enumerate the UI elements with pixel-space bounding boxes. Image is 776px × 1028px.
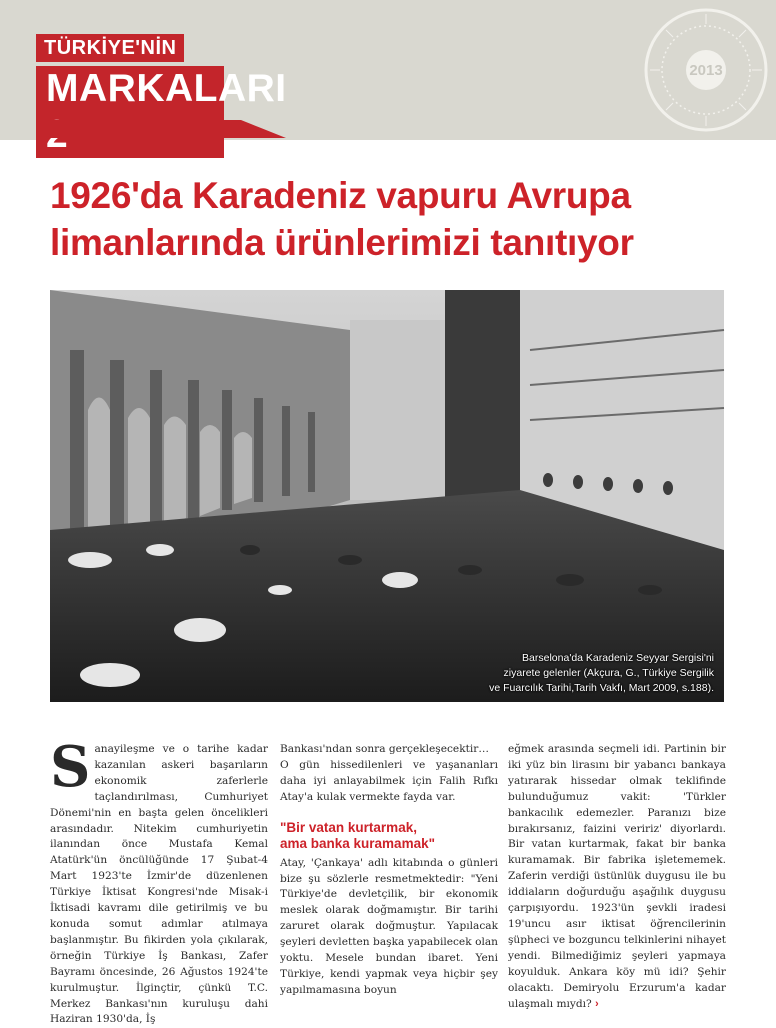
series-title-line1: TÜRKİYE'NİN: [36, 34, 184, 62]
body-column-1: [50, 734, 268, 1028]
headline-line-1: 1926'da Karadeniz vapuru Avrupa: [50, 175, 631, 216]
subheading: [280, 820, 498, 852]
historic-photo: [50, 290, 724, 702]
body-column-2: [280, 742, 498, 999]
column-2-paragraph-1: Bankası'ndan sonra gerçekleşecektir…: [280, 743, 489, 755]
series-badge: [36, 34, 287, 158]
column-2-paragraph-3: Atay, 'Çankaya' adlı kitabında o günleri bize şu sözlerle resmetmektedir: "Yeni Türkiye'de devletçilik, bir ekonomik meslek olarak doğmamıştır. Bir tarihi zaruret olarak doğmuştur. Yapılacak şeyleri devletten başka yapabilecek olan yoktu. Mesele bundan ibaret. Yeni Türkiye, kendi yapmak veya hiçbir şey yapılmamasına boyun: [280, 856, 498, 996]
column-1-text: anayileşme ve o tarihe kadar kazanılan askeri başarıların ekonomik zaferlerle taçlandırılması, Cumhuriyet Dönemi'nin en başta gelen öncelikleri arasındadır. Nitekim cumhuriyetin ilanından önce Mustafa Kemal Atatürk'ün öncülüğünde 17 Şubat-4 Mart 1923'te İzmir'de düzenlenen Türkiye İktisat Kongresi'nde Misak-i İktisadi kavramı dile getirilmiş ve bu konuda somut adımlar atılmaya başlanmıştır. Bu fikirden yola çıkılarak, örneğin Türkiye İş Bankası, Zafer Bayramı öncesinde, 26 Ağustos 1924'te kurulmuştur. İlginçtir, çünkü T.C. Merkez Bankası'nın kuruluşu dahi Haziran 1930'da, İş: [50, 743, 268, 1026]
caption-line-3: ve Fuarcılık Tarihi,Tarih Vakfı, Mart 2009, s.188).: [489, 682, 714, 694]
caption-line-1: Barselona'da Karadeniz Seyyar Sergisi'ni: [522, 652, 714, 664]
end-mark-icon: ›: [595, 997, 599, 1010]
column-2-paragraph-2: O gün hissedilenleri ve yaşananları daha iyi anlayabilmek için Falih Rıfkı Atay'a kulak vermekte fayda var.: [280, 758, 498, 803]
subheading-line-2: ama banka kuramamak": [280, 835, 435, 851]
drop-cap: S: [50, 734, 91, 800]
headline-line-2: limanlarında ürünlerimizi tanıtıyor: [50, 222, 634, 263]
anniversary-seal: [642, 6, 770, 134]
seal-year: 2013: [689, 61, 723, 79]
caption-line-2: ziyarete gelenler (Akçura, G., Türkiye Sergilik: [503, 667, 714, 679]
article-headline: [50, 172, 750, 266]
badge-tail-shape: [36, 120, 286, 138]
series-title-line2: MARKALARI: [36, 66, 224, 158]
body-column-3: [508, 742, 726, 1012]
photo-caption: [414, 651, 714, 696]
subheading-line-1: "Bir vatan kurtarmak,: [280, 819, 417, 835]
ship-harbor-photo: [50, 290, 724, 702]
column-3-text: eğmek arasında seçmeli idi. Partinin bir iki yüz bin lirasını bir yabancı bankaya yatırarak hissedar olmak teklifinde bulunduğumuz vakit: 'Türkler bankacılık edemezler. Paranızı bize bırakırsanız, faizini veririz' diyorlardı. Bir vatan kurtarmak, fakat bir banka kuramamak. Bir fabrika işletememek. Zaferin verdiği üstünlük duygusu ile bu iddiaların doğurduğu aşağılık duygusu çarpışıyordu. 1923'ün şevkli iradesi 19'uncu asır iktisat öğrencilerinin şüpheci ve bozguncu telkinlerini nihayet yendi. Bilmediğimiz şeyleri yapmaya koyulduk. Ankara köy mü idi? Şehir olacaktı. Demiryolu Erzurum'a kadar ulaşmalı mıydı?: [508, 743, 726, 1010]
